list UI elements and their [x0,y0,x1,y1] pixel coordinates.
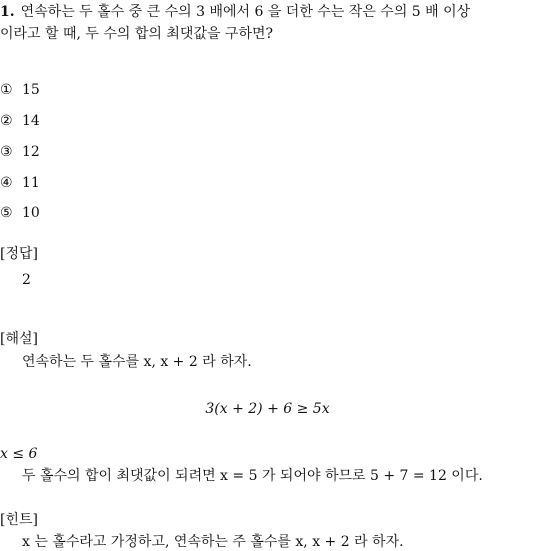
choice-value-4: 11 [22,175,40,191]
answer-label: [정답] [0,246,38,262]
choice-2[interactable] [0,112,40,130]
question-text-1: 연속하는 두 홀수 중 큰 수의 3 배에서 6 을 더한 수는 작은 수의 5 배 이상 [20,4,471,20]
choice-4[interactable] [0,174,40,192]
hint-label: [힌트] [0,512,38,528]
explanation-line-1: 연속하는 두 홀수를 x, x + 2 라 하자. [22,354,252,370]
choice-3[interactable] [0,143,40,161]
question-number: 1. [0,4,15,20]
choice-5[interactable] [0,204,40,222]
explanation-label: [해설] [0,331,38,347]
explanation-result: x ≤ 6 [0,446,38,462]
explanation-equation: 3(x + 2) + 6 ≥ 5x [205,401,330,417]
choice-mark-4: ④ [0,175,13,191]
choice-value-5: 10 [22,205,40,221]
choice-mark-2: ② [0,113,13,129]
choice-value-3: 12 [22,144,40,160]
hint-text: x 는 홀수라고 가정하고, 연속하는 주 홀수를 x, x + 2 라 하자. [22,534,404,550]
choice-value-1: 15 [22,82,40,98]
choice-1[interactable] [0,81,40,99]
explanation-line-2: 두 홀수의 합이 최댓값이 되려면 x = 5 가 되어야 하므로 5 + 7 = 12 이다. [22,468,483,484]
choice-value-2: 14 [22,113,40,129]
choice-mark-5: ⑤ [0,205,13,221]
question-line-1 [0,3,470,21]
choice-mark-1: ① [0,82,13,98]
answer-value: 2 [22,272,31,288]
choice-mark-3: ③ [0,144,13,160]
question-text-2: 이라고 할 때, 두 수의 합의 최댓값을 구하면? [0,26,274,42]
